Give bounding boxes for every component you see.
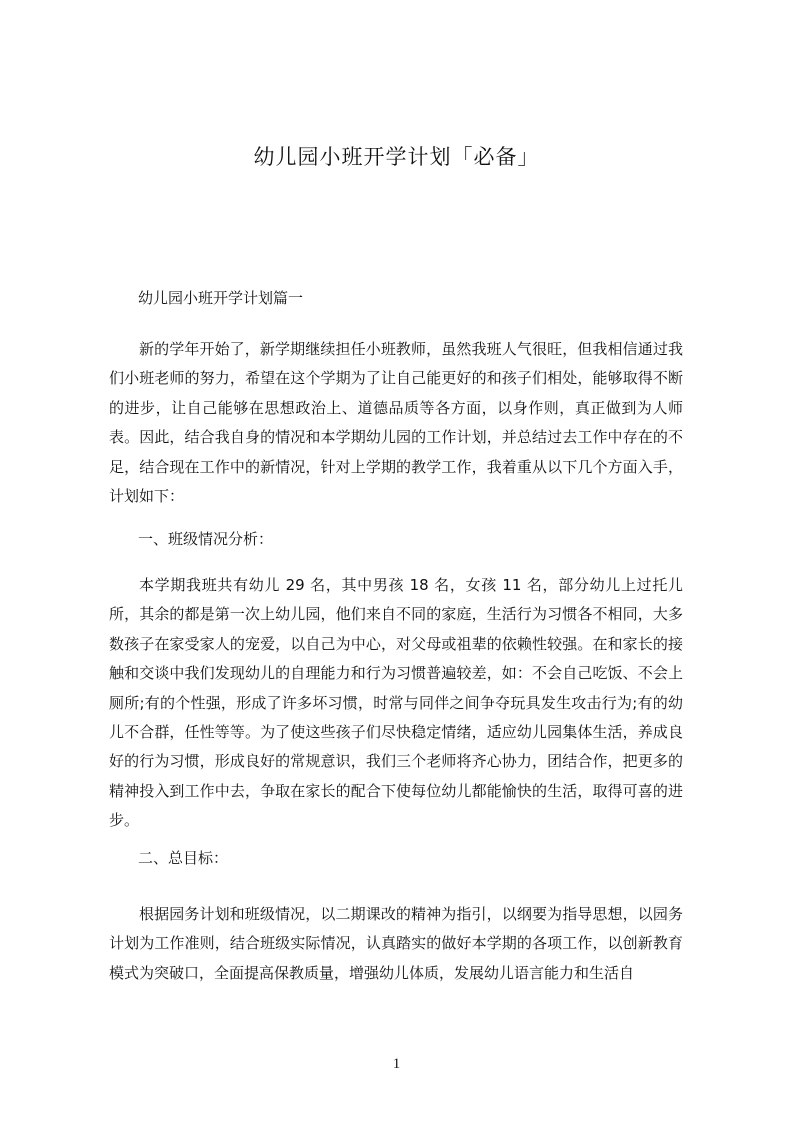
- intro-paragraph: 新的学年开始了，新学期继续担任小班教师，虽然我班人气很旺，但我相信通过我们小班老师的努力，希望在这个学期为了让自己能更好的和孩子们相处，能够取得不断的进步，让自己能够在思想政治上、道德品质等各方面，以身作则，真正做到为人师表。因此，结合我自身的情况和本学期幼儿园的工作计划，并总结过去工作中存在的不足，结合现在工作中的新情况，针对上学期的教学工作，我着重从以下几个方面入手，计划如下：: [109, 340, 683, 506]
- subheading-overall-goal: 二、总目标：: [138, 849, 229, 867]
- page-title: 幼儿园小班开学计划「必备」: [253, 145, 540, 169]
- subheading-class-analysis: 一、班级情况分析：: [138, 530, 274, 548]
- section-heading: 幼儿园小班开学计划篇一: [138, 289, 304, 307]
- overall-goal-paragraph: 根据园务计划和班级情况，以二期课改的精神为指引，以纲要为指导思想，以园务计划为工作准则，结合班级实际情况，认真踏实的做好本学期的各项工作，以创新教育模式为突破口，全面提高保教质量，增强幼儿体质，发展幼儿语言能力和生活自: [109, 905, 683, 982]
- class-analysis-paragraph: 本学期我班共有幼儿 29 名，其中男孩 18 名，女孩 11 名，部分幼儿上过托儿所，其余的都是第一次上幼儿园，他们来自不同的家庭，生活行为习惯各不相同，大多数孩子在家受家人的宠爱，以自己为中心，对父母或祖辈的依赖性较强。在和家长的接触和交谈中我们发现幼儿的自理能力和行为习惯普遍较差，如：不会自己吃饭、不会上厕所;有的个性强，形成了许多坏习惯，时常与同伴之间争夺玩具发生攻击行为;有的幼儿不合群，任性等等。为了使这些孩子们尽快稳定情绪，适应幼儿园集体生活，养成良好的行为习惯，形成良好的常规意识，我们三个老师将齐心协力，团结合作，把更多的精神投入到工作中去，争取在家长的配合下使每位幼儿都能愉快的生活，取得可喜的进步。: [109, 576, 683, 830]
- page-number: 1: [392, 1056, 401, 1072]
